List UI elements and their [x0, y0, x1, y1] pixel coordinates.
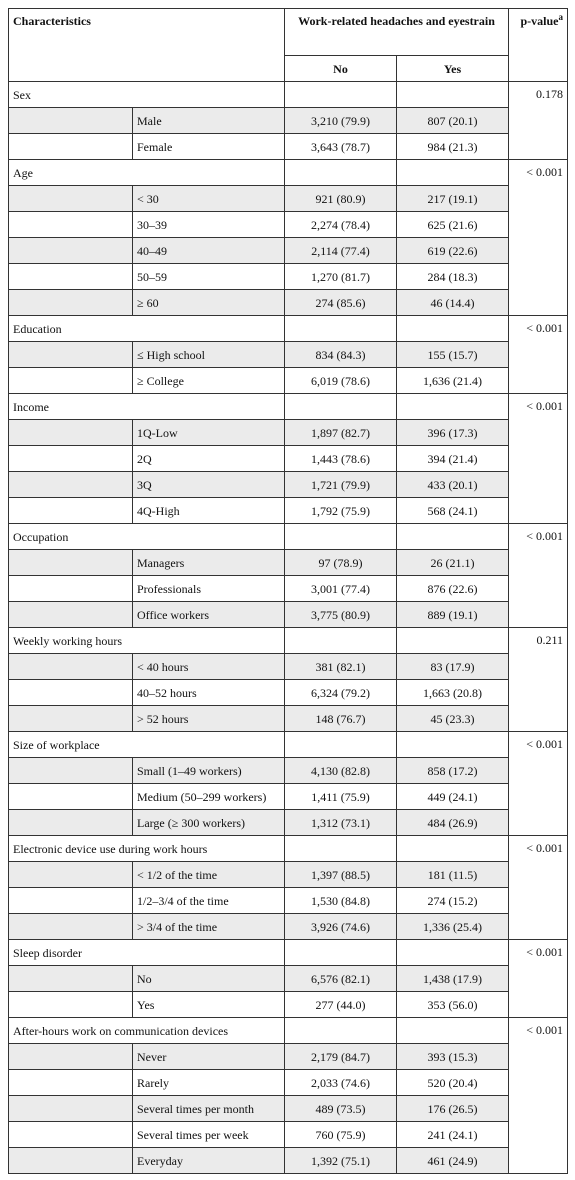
subcategory-label: Never: [133, 1044, 285, 1070]
yes-count-cell: 1,636 (21.4): [397, 368, 509, 394]
indent-cell: [9, 888, 133, 914]
no-count-cell: 1,411 (75.9): [285, 784, 397, 810]
subcategory-label: Male: [133, 108, 285, 134]
no-count-cell: 3,643 (78.7): [285, 134, 397, 160]
subcategory-label: Office workers: [133, 602, 285, 628]
subcategory-label: Managers: [133, 550, 285, 576]
section-label: Occupation: [9, 524, 285, 550]
subcategory-label: Professionals: [133, 576, 285, 602]
yes-count-cell: 461 (24.9): [397, 1148, 509, 1174]
section-empty-cell: [285, 836, 397, 862]
table-row: [9, 914, 568, 940]
section-label: Sleep disorder: [9, 940, 285, 966]
section-label: Electronic device use during work hours: [9, 836, 285, 862]
table-row: [9, 290, 568, 316]
p-value-cell: < 0.001: [509, 732, 568, 836]
no-count-cell: 3,926 (74.6): [285, 914, 397, 940]
p-value-cell: < 0.001: [509, 160, 568, 316]
no-count-cell: 1,792 (75.9): [285, 498, 397, 524]
yes-count-cell: 217 (19.1): [397, 186, 509, 212]
yes-count-cell: 394 (21.4): [397, 446, 509, 472]
subcategory-label: < 1/2 of the time: [133, 862, 285, 888]
section-empty-cell: [397, 1018, 509, 1044]
section-empty-cell: [397, 524, 509, 550]
subcategory-label: 1/2–3/4 of the time: [133, 888, 285, 914]
pvalue-header-label: p-value: [520, 14, 559, 28]
no-count-cell: 2,274 (78.4): [285, 212, 397, 238]
indent-cell: [9, 498, 133, 524]
p-value-cell: < 0.001: [509, 394, 568, 524]
subcategory-label: Several times per month: [133, 1096, 285, 1122]
section-empty-cell: [285, 524, 397, 550]
section-label: Size of workplace: [9, 732, 285, 758]
yes-count-cell: 46 (14.4): [397, 290, 509, 316]
section-empty-cell: [285, 732, 397, 758]
subcategory-label: Everyday: [133, 1148, 285, 1174]
subcategory-label: ≤ High school: [133, 342, 285, 368]
yes-count-cell: 45 (23.3): [397, 706, 509, 732]
table-row: [9, 498, 568, 524]
section-empty-cell: [397, 160, 509, 186]
indent-cell: [9, 1096, 133, 1122]
subcategory-label: Large (≥ 300 workers): [133, 810, 285, 836]
indent-cell: [9, 238, 133, 264]
yes-count-cell: 241 (24.1): [397, 1122, 509, 1148]
subcategory-label: > 52 hours: [133, 706, 285, 732]
table-row: [9, 134, 568, 160]
subcategory-label: Small (1–49 workers): [133, 758, 285, 784]
no-count-cell: 1,530 (84.8): [285, 888, 397, 914]
table-row: [9, 342, 568, 368]
p-value-cell: < 0.001: [509, 940, 568, 1018]
indent-cell: [9, 134, 133, 160]
indent-cell: [9, 1044, 133, 1070]
table-row: [9, 1044, 568, 1070]
yes-count-cell: 26 (21.1): [397, 550, 509, 576]
section-empty-cell: [285, 394, 397, 420]
yes-count-cell: 433 (20.1): [397, 472, 509, 498]
section-empty-cell: [397, 836, 509, 862]
no-count-cell: 4,130 (82.8): [285, 758, 397, 784]
no-count-cell: 6,324 (79.2): [285, 680, 397, 706]
section-row: [9, 524, 568, 550]
no-count-cell: 6,019 (78.6): [285, 368, 397, 394]
indent-cell: [9, 758, 133, 784]
yes-count-cell: 1,336 (25.4): [397, 914, 509, 940]
yes-count-cell: 889 (19.1): [397, 602, 509, 628]
no-count-cell: 1,443 (78.6): [285, 446, 397, 472]
yes-count-cell: 449 (24.1): [397, 784, 509, 810]
indent-cell: [9, 914, 133, 940]
table-row: [9, 1148, 568, 1174]
yes-count-cell: 393 (15.3): [397, 1044, 509, 1070]
section-row: [9, 732, 568, 758]
indent-cell: [9, 1122, 133, 1148]
characteristics-table: [8, 8, 568, 1174]
section-label: Weekly working hours: [9, 628, 285, 654]
table-body: [9, 9, 568, 1174]
indent-cell: [9, 1070, 133, 1096]
no-count-cell: 6,576 (82.1): [285, 966, 397, 992]
yes-count-cell: 396 (17.3): [397, 420, 509, 446]
section-empty-cell: [397, 940, 509, 966]
table-row: [9, 368, 568, 394]
no-count-cell: 489 (73.5): [285, 1096, 397, 1122]
indent-cell: [9, 446, 133, 472]
subcategory-label: 1Q-Low: [133, 420, 285, 446]
table-row: [9, 758, 568, 784]
no-count-cell: 1,270 (81.7): [285, 264, 397, 290]
subcategory-label: > 3/4 of the time: [133, 914, 285, 940]
pvalue-header: [509, 9, 568, 82]
yes-count-cell: 568 (24.1): [397, 498, 509, 524]
table-row: [9, 992, 568, 1018]
section-label: Age: [9, 160, 285, 186]
no-count-cell: 1,721 (79.9): [285, 472, 397, 498]
table-row: [9, 576, 568, 602]
indent-cell: [9, 186, 133, 212]
yes-column-header: Yes: [397, 56, 509, 82]
section-empty-cell: [397, 82, 509, 108]
no-count-cell: 381 (82.1): [285, 654, 397, 680]
yes-count-cell: 155 (15.7): [397, 342, 509, 368]
subcategory-label: Medium (50–299 workers): [133, 784, 285, 810]
no-count-cell: 1,392 (75.1): [285, 1148, 397, 1174]
subcategory-label: Rarely: [133, 1070, 285, 1096]
table-row: [9, 1122, 568, 1148]
subcategory-label: 3Q: [133, 472, 285, 498]
section-empty-cell: [397, 316, 509, 342]
p-value-cell: 0.211: [509, 628, 568, 732]
no-count-cell: 1,312 (73.1): [285, 810, 397, 836]
indent-cell: [9, 420, 133, 446]
pvalue-footnote-marker: a: [558, 12, 564, 22]
yes-count-cell: 353 (56.0): [397, 992, 509, 1018]
table-row: [9, 680, 568, 706]
table-row: [9, 212, 568, 238]
table-row: [9, 238, 568, 264]
no-count-cell: 3,001 (77.4): [285, 576, 397, 602]
section-empty-cell: [285, 628, 397, 654]
no-count-cell: 1,397 (88.5): [285, 862, 397, 888]
no-count-cell: 3,210 (79.9): [285, 108, 397, 134]
section-row: [9, 628, 568, 654]
section-row: [9, 394, 568, 420]
section-empty-cell: [285, 940, 397, 966]
table-row: [9, 264, 568, 290]
section-empty-cell: [285, 160, 397, 186]
outcome-group-header: Work-related headaches and eyestrain: [285, 9, 509, 56]
table-row: [9, 186, 568, 212]
yes-count-cell: 284 (18.3): [397, 264, 509, 290]
table-row: [9, 108, 568, 134]
table-row: [9, 446, 568, 472]
subcategory-label: 2Q: [133, 446, 285, 472]
section-empty-cell: [397, 732, 509, 758]
section-row: [9, 940, 568, 966]
yes-count-cell: 984 (21.3): [397, 134, 509, 160]
indent-cell: [9, 342, 133, 368]
yes-count-cell: 1,663 (20.8): [397, 680, 509, 706]
table-row: [9, 706, 568, 732]
indent-cell: [9, 576, 133, 602]
yes-count-cell: 484 (26.9): [397, 810, 509, 836]
no-count-cell: 834 (84.3): [285, 342, 397, 368]
no-count-cell: 3,775 (80.9): [285, 602, 397, 628]
no-count-cell: 921 (80.9): [285, 186, 397, 212]
indent-cell: [9, 680, 133, 706]
section-empty-cell: [285, 1018, 397, 1044]
section-row: [9, 1018, 568, 1044]
indent-cell: [9, 550, 133, 576]
subcategory-label: 40–52 hours: [133, 680, 285, 706]
indent-cell: [9, 472, 133, 498]
indent-cell: [9, 1148, 133, 1174]
subcategory-label: 50–59: [133, 264, 285, 290]
yes-count-cell: 807 (20.1): [397, 108, 509, 134]
section-label: Education: [9, 316, 285, 342]
section-label: After-hours work on communication devices: [9, 1018, 285, 1044]
yes-count-cell: 876 (22.6): [397, 576, 509, 602]
indent-cell: [9, 706, 133, 732]
subcategory-label: Yes: [133, 992, 285, 1018]
table-row: [9, 784, 568, 810]
characteristics-header: Characteristics: [9, 9, 285, 82]
section-row: [9, 836, 568, 862]
p-value-cell: < 0.001: [509, 836, 568, 940]
yes-count-cell: 520 (20.4): [397, 1070, 509, 1096]
subcategory-label: < 40 hours: [133, 654, 285, 680]
p-value-cell: < 0.001: [509, 1018, 568, 1174]
indent-cell: [9, 602, 133, 628]
no-count-cell: 2,114 (77.4): [285, 238, 397, 264]
p-value-cell: 0.178: [509, 82, 568, 160]
yes-count-cell: 625 (21.6): [397, 212, 509, 238]
subcategory-label: ≥ College: [133, 368, 285, 394]
table-row: [9, 810, 568, 836]
indent-cell: [9, 862, 133, 888]
p-value-cell: < 0.001: [509, 316, 568, 394]
no-column-header: No: [285, 56, 397, 82]
section-empty-cell: [285, 82, 397, 108]
subcategory-label: 40–49: [133, 238, 285, 264]
yes-count-cell: 274 (15.2): [397, 888, 509, 914]
yes-count-cell: 858 (17.2): [397, 758, 509, 784]
table-row: [9, 472, 568, 498]
subcategory-label: Several times per week: [133, 1122, 285, 1148]
section-row: [9, 82, 568, 108]
yes-count-cell: 176 (26.5): [397, 1096, 509, 1122]
indent-cell: [9, 212, 133, 238]
p-value-cell: < 0.001: [509, 524, 568, 628]
indent-cell: [9, 966, 133, 992]
section-row: [9, 160, 568, 186]
section-empty-cell: [397, 394, 509, 420]
table-row: [9, 654, 568, 680]
no-count-cell: 2,033 (74.6): [285, 1070, 397, 1096]
no-count-cell: 97 (78.9): [285, 550, 397, 576]
section-label: Sex: [9, 82, 285, 108]
yes-count-cell: 181 (11.5): [397, 862, 509, 888]
subcategory-label: Female: [133, 134, 285, 160]
section-empty-cell: [285, 316, 397, 342]
subcategory-label: 30–39: [133, 212, 285, 238]
yes-count-cell: 619 (22.6): [397, 238, 509, 264]
indent-cell: [9, 810, 133, 836]
indent-cell: [9, 784, 133, 810]
table-row: [9, 888, 568, 914]
table-row: [9, 1096, 568, 1122]
table-row: [9, 966, 568, 992]
table-row: [9, 862, 568, 888]
table-row: [9, 420, 568, 446]
subcategory-label: < 30: [133, 186, 285, 212]
subcategory-label: ≥ 60: [133, 290, 285, 316]
header-row: [9, 9, 568, 56]
indent-cell: [9, 654, 133, 680]
no-count-cell: 277 (44.0): [285, 992, 397, 1018]
indent-cell: [9, 992, 133, 1018]
table-row: [9, 602, 568, 628]
no-count-cell: 760 (75.9): [285, 1122, 397, 1148]
no-count-cell: 274 (85.6): [285, 290, 397, 316]
indent-cell: [9, 108, 133, 134]
indent-cell: [9, 290, 133, 316]
table-row: [9, 550, 568, 576]
no-count-cell: 1,897 (82.7): [285, 420, 397, 446]
subcategory-label: 4Q-High: [133, 498, 285, 524]
indent-cell: [9, 368, 133, 394]
section-empty-cell: [397, 628, 509, 654]
table-row: [9, 1070, 568, 1096]
section-label: Income: [9, 394, 285, 420]
indent-cell: [9, 264, 133, 290]
section-row: [9, 316, 568, 342]
yes-count-cell: 83 (17.9): [397, 654, 509, 680]
subcategory-label: No: [133, 966, 285, 992]
no-count-cell: 148 (76.7): [285, 706, 397, 732]
yes-count-cell: 1,438 (17.9): [397, 966, 509, 992]
no-count-cell: 2,179 (84.7): [285, 1044, 397, 1070]
